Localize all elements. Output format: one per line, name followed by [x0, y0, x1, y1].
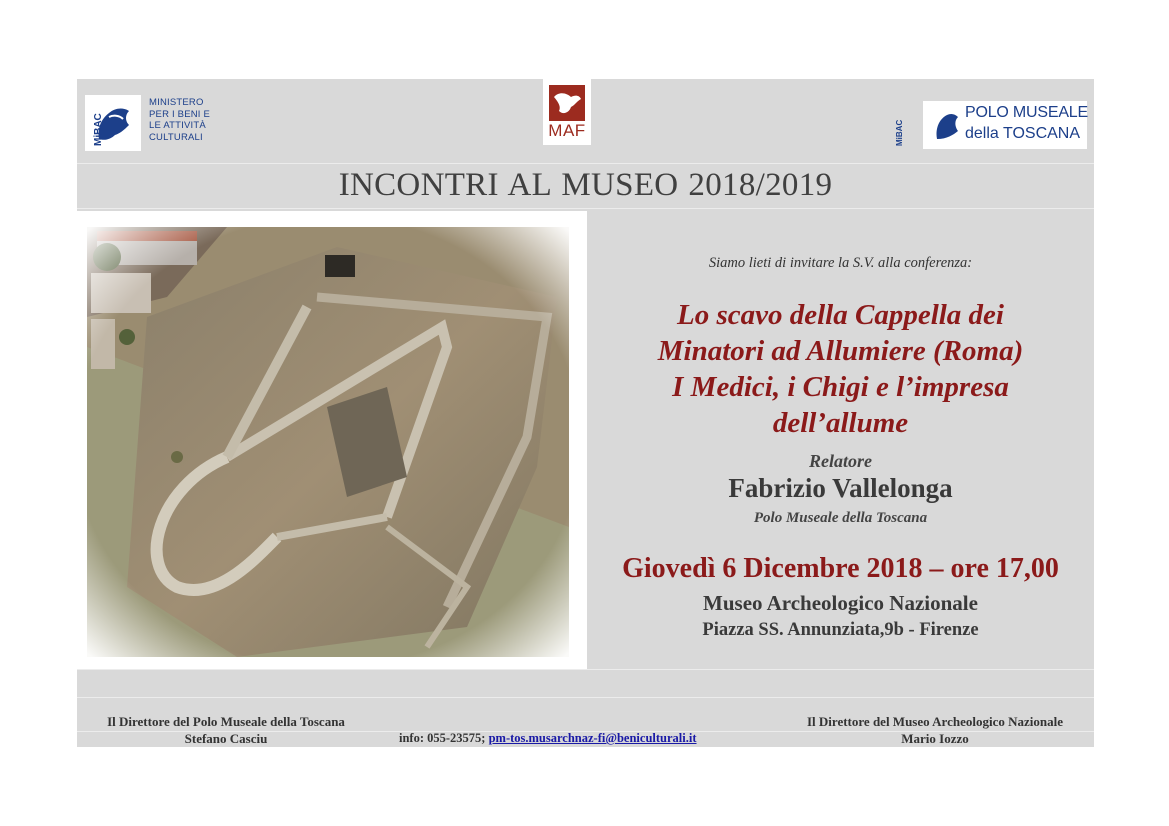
mibac-logo-text: MINISTERO PER I BENI E LE ATTIVITÀ CULTURALI [149, 97, 211, 143]
invitation-text [587, 211, 1094, 669]
speaker-affiliation: Polo Museale della Toscana [753, 510, 928, 526]
mibac-logo [85, 95, 215, 151]
maf-logo-text: MAF [548, 121, 586, 140]
invitation-sheet [77, 79, 1094, 747]
page-title [77, 167, 1094, 204]
title-year: 2018/2019 [688, 167, 833, 203]
invitation-intro: Siamo lieti di invitare la S.V. alla conferenza: [708, 255, 973, 271]
speaker-label: Relatore [809, 451, 872, 471]
event-datetime: Giovedì 6 Dicembre 2018 – ore 17,00 [622, 553, 1059, 584]
mibac-emblem-icon [85, 95, 141, 151]
photo-panel [77, 211, 587, 669]
maf-logo [543, 79, 591, 145]
title-series: INCONTRI AL MUSEO [338, 167, 679, 203]
event-venue: Museo Archeologico Nazionale [703, 591, 978, 615]
svg-text:MiBAC: MiBAC [895, 119, 904, 146]
conference-title-line: Minatori ad Allumiere (Roma) [657, 335, 1024, 367]
maf-emblem-icon [549, 85, 585, 121]
divider [77, 208, 1094, 209]
polo-logo-line2: della TOSCANA [965, 125, 1081, 142]
svg-text:MiBAC: MiBAC [93, 113, 104, 146]
conference-title-line: Lo scavo della Cappella dei [677, 299, 1004, 331]
polo-museale-logo [895, 101, 1088, 149]
footer-right-signatory: Il Direttore del Museo Archeologico Nazionale Mario Iozzo [807, 714, 1063, 746]
footer-info-phone: info: 055-23575; [399, 731, 486, 745]
polo-logo-line1: POLO MUSEALE [965, 104, 1088, 121]
conference-title-line: dell’allume [772, 407, 909, 439]
polo-emblem-icon [895, 103, 961, 147]
footer-email-link[interactable]: pm-tos.musarchnaz-fi@beniculturali.it [488, 731, 697, 745]
divider [77, 163, 1094, 164]
conference-title-line: I Medici, i Chigi e l’impresa [672, 371, 1009, 403]
conference-title [587, 297, 1094, 441]
event-address: Piazza SS. Annunziata,9b - Firenze [702, 620, 979, 640]
excavation-photo [87, 227, 569, 657]
footer-left-signatory: Il Direttore del Polo Museale della Toscana Stefano Casciu [107, 714, 345, 746]
footer-info [399, 731, 697, 746]
divider [77, 669, 1094, 670]
speaker-name: Fabrizio Vallelonga [728, 473, 953, 503]
divider [77, 697, 1094, 698]
